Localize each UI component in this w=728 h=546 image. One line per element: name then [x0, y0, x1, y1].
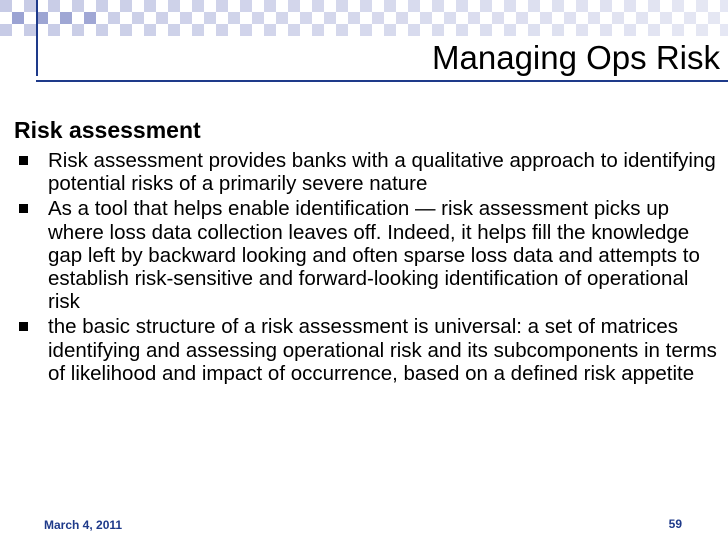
checker-square	[72, 0, 84, 12]
checker-square	[528, 0, 540, 12]
checker-square	[324, 12, 336, 24]
checker-square	[180, 12, 192, 24]
checker-square	[468, 12, 480, 24]
checker-square	[360, 0, 372, 12]
checker-square	[384, 24, 396, 36]
checker-square	[408, 0, 420, 12]
checker-square	[156, 12, 168, 24]
checker-square	[0, 0, 12, 12]
checker-square	[264, 0, 276, 12]
checker-pattern	[0, 0, 728, 36]
checker-square	[552, 24, 564, 36]
checker-square	[660, 12, 672, 24]
checker-square	[684, 12, 696, 24]
checker-square	[708, 12, 720, 24]
checker-square	[456, 24, 468, 36]
checker-square	[504, 24, 516, 36]
checker-square	[96, 0, 108, 12]
checker-square	[696, 0, 708, 12]
bullet-text: As a tool that helps enable identification — risk assessment picks up where loss data collection leaves off. Indeed, it helps fill the knowledge gap left by backward looking and often sparse loss data and attempts to establish risk-sensitive and forward-looking identification of operational risk	[48, 197, 700, 314]
checker-square	[624, 24, 636, 36]
checker-square	[456, 0, 468, 12]
slide-title: Managing Ops Risk	[432, 39, 720, 76]
square-bullet-icon	[19, 156, 28, 165]
checker-square	[120, 24, 132, 36]
checker-square	[636, 12, 648, 24]
checker-square	[360, 24, 372, 36]
checker-square	[168, 0, 180, 12]
checker-square	[132, 12, 144, 24]
checker-square	[216, 0, 228, 12]
checker-square	[672, 24, 684, 36]
checker-square	[552, 0, 564, 12]
vertical-accent-rule	[36, 0, 38, 76]
checker-square	[564, 12, 576, 24]
checker-square	[144, 0, 156, 12]
checker-square	[288, 24, 300, 36]
checker-square	[264, 24, 276, 36]
checker-square	[540, 12, 552, 24]
checker-square	[384, 0, 396, 12]
checker-square	[624, 0, 636, 12]
checker-square	[96, 24, 108, 36]
checker-square	[336, 24, 348, 36]
checker-square	[312, 0, 324, 12]
checker-square	[612, 12, 624, 24]
checker-square	[696, 24, 708, 36]
checker-square	[72, 24, 84, 36]
checker-square	[516, 12, 528, 24]
checker-square	[720, 24, 728, 36]
checker-square	[276, 12, 288, 24]
checker-square	[432, 24, 444, 36]
checker-square	[492, 12, 504, 24]
checker-square	[24, 24, 36, 36]
checker-square	[84, 12, 96, 24]
checker-square	[348, 12, 360, 24]
checker-square	[648, 0, 660, 12]
checker-square	[600, 0, 612, 12]
checker-square	[672, 0, 684, 12]
checker-square	[108, 12, 120, 24]
checker-square	[288, 0, 300, 12]
checker-square	[432, 0, 444, 12]
checker-square	[252, 12, 264, 24]
checker-square	[720, 0, 728, 12]
checker-square	[396, 12, 408, 24]
checker-square	[48, 0, 60, 12]
checker-square	[168, 24, 180, 36]
checker-square	[12, 12, 24, 24]
checker-square	[576, 0, 588, 12]
checker-square	[300, 12, 312, 24]
checker-square	[408, 24, 420, 36]
checker-square	[336, 0, 348, 12]
page-number: 59	[668, 517, 682, 531]
checker-square	[648, 24, 660, 36]
checker-square	[240, 0, 252, 12]
checker-square	[192, 24, 204, 36]
checker-square	[528, 24, 540, 36]
bullet-item	[14, 197, 722, 313]
decorative-checker-band	[0, 0, 728, 36]
checker-square	[444, 12, 456, 24]
checker-square	[216, 24, 228, 36]
checker-square	[240, 24, 252, 36]
bullet-item	[14, 315, 722, 385]
checker-square	[600, 24, 612, 36]
checker-square	[480, 24, 492, 36]
section-heading: Risk assessment	[14, 117, 201, 143]
checker-square	[120, 0, 132, 12]
checker-square	[60, 12, 72, 24]
checker-square	[204, 12, 216, 24]
checker-square	[312, 24, 324, 36]
checker-square	[24, 0, 36, 12]
checker-square	[192, 0, 204, 12]
checker-square	[420, 12, 432, 24]
checker-square	[576, 24, 588, 36]
checker-square	[372, 12, 384, 24]
title-underline-rule	[36, 80, 728, 82]
checker-square	[144, 24, 156, 36]
bullet-item	[14, 149, 722, 195]
bullet-list	[14, 149, 722, 387]
footer-date: March 4, 2011	[44, 518, 123, 532]
checker-square	[480, 0, 492, 12]
checker-square	[0, 24, 12, 36]
checker-square	[228, 12, 240, 24]
checker-square	[504, 0, 516, 12]
bullet-text: Risk assessment provides banks with a qualitative approach to identifying potential risks of a primarily severe nature	[48, 149, 716, 196]
checker-square	[48, 24, 60, 36]
bullet-text: the basic structure of a risk assessment is universal: a set of matrices identifying and assessing operational risk and its subcomponents in terms of likelihood and impact of occurrence, based on a defined risk appetite	[48, 315, 717, 385]
square-bullet-icon	[19, 322, 28, 331]
square-bullet-icon	[19, 204, 28, 213]
checker-square	[588, 12, 600, 24]
